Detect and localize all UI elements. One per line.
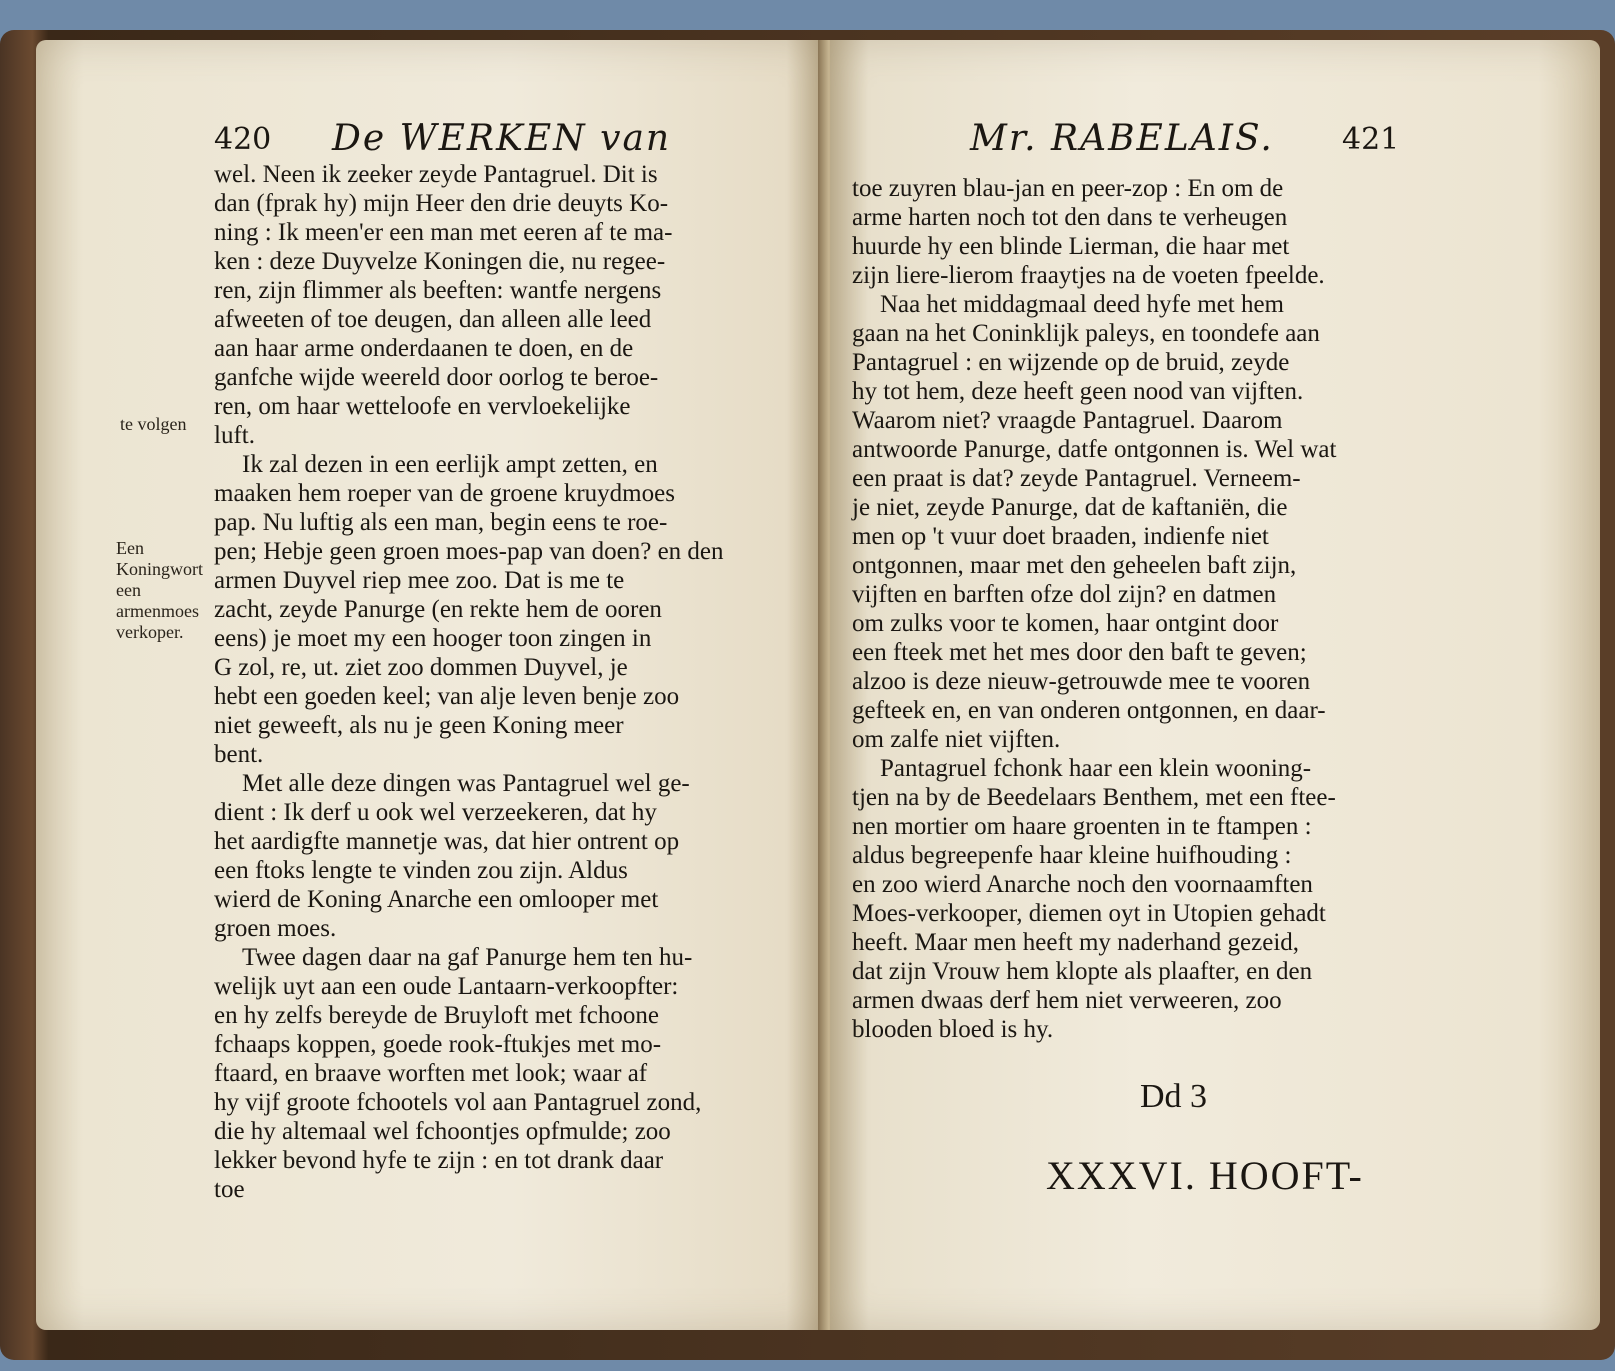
text-line: een ftoks lengte te vinden zou zijn. Aldus [214, 857, 628, 884]
text-line: ren, om haar wetteloofe en vervloekelijke [214, 393, 631, 420]
text-line: men op 't vuur doet braaden, indienfe niet [852, 523, 1269, 550]
page-number-right: 421 [1342, 122, 1400, 157]
text-line: dient : Ik derf u ook wel verzeekeren, dat hy [214, 799, 657, 826]
text-line: aan haar arme onderdaanen te doen, en de [214, 335, 634, 362]
text-line: ken : deze Duyvelze Koningen die, nu regee- [214, 248, 666, 275]
margin-note-1: te volgen [120, 414, 187, 434]
left-page [36, 40, 826, 1330]
text-line: nen mortier om haare groenten in te ftampen : [852, 813, 1312, 840]
text-line: Pantagruel fchonk haar een klein wooning- [880, 755, 1312, 782]
left-body-text [214, 160, 766, 1204]
text-line: die hy altemaal wel fchoontjes opfmulde; zoo [214, 1118, 671, 1145]
text-line: eens) je moet my een hooger toon zingen in [214, 625, 652, 652]
text-line: wel. Neen ik zeeker zeyde Pantagruel. Dit is [214, 161, 658, 188]
signature-mark: Dd 3 [1140, 1078, 1208, 1115]
right-body-text [852, 174, 1390, 1044]
text-line: lekker bevond hyfe te zijn : en tot drank daar [214, 1147, 664, 1174]
text-line: heeft. Maar men heeft my naderhand gezeid, [852, 929, 1300, 956]
text-line: Met alle deze dingen was Pantagruel wel ge- [242, 770, 690, 797]
text-line: niet geweeft, als nu je geen Koning meer [214, 712, 624, 739]
text-line: maaken hem roeper van de groene kruydmoes [214, 480, 675, 507]
text-line: vijften en barften ofze dol zijn? en datmen [852, 581, 1277, 608]
text-line: toe [214, 1176, 245, 1203]
margin-note-2: Een Koningwort een armenmoes verkoper. [116, 538, 203, 642]
text-line: ren, zijn flimmer als beeften: wantfe nergens [214, 277, 662, 304]
text-line: bent. [214, 741, 264, 768]
text-line: arme harten noch tot den dans te verheugen [852, 204, 1288, 231]
text-line: ontgonnen, maar met den geheelen baft zijn, [852, 552, 1297, 579]
text-line: ftaard, en braave worften met look; waar af [214, 1060, 648, 1087]
text-line: zacht, zeyde Panurge (en rekte hem de ooren [214, 596, 662, 623]
text-line: dan (fprak hy) mijn Heer den drie deuyts Ko- [214, 190, 669, 217]
right-page [830, 40, 1600, 1330]
text-line: gaan na het Coninklijk paleys, en toondefe aan [852, 320, 1320, 347]
text-line: pen; Hebje geen groen moes-pap van doen? en den [214, 538, 724, 565]
text-line: Moes-verkooper, diemen oyt in Utopien gehadt [852, 900, 1326, 927]
text-line: en hy zelfs bereyde de Bruyloft met fchoone [214, 1002, 659, 1029]
running-head-right: Mr. RABELAIS. [970, 118, 1274, 159]
text-line: huurde hy een blinde Lierman, die haar met [852, 233, 1290, 260]
text-line: luft. [214, 422, 255, 449]
text-line: hy vijf groote fchootels vol aan Pantagruel zond, [214, 1089, 702, 1116]
text-line: hebt een goeden keel; van alje leven benje zoo [214, 683, 680, 710]
text-line: Pantagruel : en wijzende op de bruid, zeyde [852, 349, 1290, 376]
text-line: antwoorde Panurge, datfe ontgonnen is. Wel wat [852, 436, 1337, 463]
text-line: het aardigfte mannetje was, dat hier ontrent op [214, 828, 680, 855]
catchword: XXXVI. HOOFT- [1046, 1153, 1364, 1198]
text-line: hy tot hem, deze heeft geen nood van vijften. [852, 378, 1304, 405]
page-number-left: 420 [214, 122, 272, 157]
text-line: welijk uyt aan een oude Lantaarn-verkoopfter: [214, 973, 679, 1000]
text-line: afweeten of toe deugen, dan alleen alle leed [214, 306, 652, 333]
text-line: ning : Ik meen'er een man met eeren af te ma- [214, 219, 673, 246]
text-line: armen dwaas derf hem niet verweeren, zoo [852, 987, 1282, 1014]
text-line: Twee dagen daar na gaf Panurge hem ten hu- [242, 944, 693, 971]
text-line: groen moes. [214, 915, 337, 942]
text-line: om zulks voor te komen, haar ontgint door [852, 610, 1279, 637]
text-line: Waarom niet? vraagde Pantagruel. Daarom [852, 407, 1283, 434]
text-line: tjen na by de Beedelaars Benthem, met een ftee- [852, 784, 1336, 811]
text-line: alzoo is deze nieuw-getrouwde mee te vooren [852, 668, 1311, 695]
text-line: toe zuyren blau-jan en peer-zop : En om de [852, 175, 1284, 202]
text-line: Naa het middagmaal deed hyfe met hem [880, 291, 1285, 318]
text-line: ganfche wijde weereld door oorlog te beroe- [214, 364, 659, 391]
text-line: blooden bloed is hy. [852, 1016, 1054, 1043]
text-line: wierd de Koning Anarche een omlooper met [214, 886, 659, 913]
text-line: fchaaps koppen, goede rook-ftukjes met mo- [214, 1031, 662, 1058]
text-line: gefteek en, en van onderen ontgonnen, en daar- [852, 697, 1326, 724]
text-line: aldus begreepenfe haar kleine huifhouding : [852, 842, 1292, 869]
text-line: en zoo wierd Anarche noch den voornaamften [852, 871, 1313, 898]
text-line: om zalfe niet vijften. [852, 726, 1061, 753]
text-line: je niet, zeyde Panurge, dat de kaftaniën, die [852, 494, 1288, 521]
text-line: Ik zal dezen in een eerlijk ampt zetten, en [242, 451, 658, 478]
text-line: een fteek met het mes door den baft te geven; [852, 639, 1307, 666]
text-line: een praat is dat? zeyde Pantagruel. Verneem- [852, 465, 1301, 492]
running-head-left: De WERKEN van [332, 118, 672, 159]
text-line: dat zijn Vrouw hem klopte als plaafter, en den [852, 958, 1313, 985]
text-line: pap. Nu luftig als een man, begin eens te roe- [214, 509, 668, 536]
text-line: G zol, re, ut. ziet zoo dommen Duyvel, je [214, 654, 628, 681]
text-line: zijn liere-lierom fraaytjes na de voeten fpeelde. [852, 262, 1325, 289]
text-line: armen Duyvel riep mee zoo. Dat is me te [214, 567, 625, 594]
